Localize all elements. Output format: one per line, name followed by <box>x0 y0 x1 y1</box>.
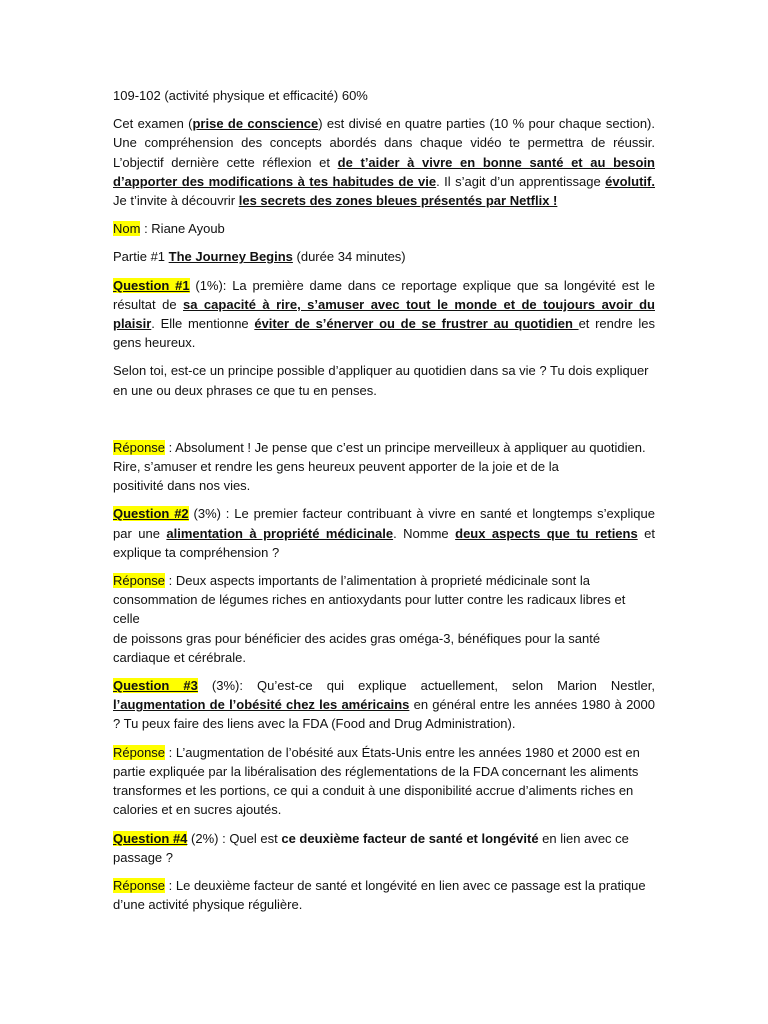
question-label: Question #1 <box>113 277 190 293</box>
question-text: en lien avec ce passage ? <box>113 830 629 865</box>
part-duration: (durée 34 minutes) <box>292 249 406 265</box>
name-value: : Riane Ayoub <box>140 221 225 237</box>
question-emphasis: deux aspects que tu retiens <box>455 525 638 541</box>
answer-label: Réponse <box>113 877 166 893</box>
answer-line: : Absolument ! Je pense que c’est un principe merveilleux à appliquer au quotidien. <box>165 439 646 455</box>
question-2 <box>113 504 655 562</box>
intro-text: . Il s’agit d’un apprentissage <box>436 173 606 189</box>
question-text: . Elle mentionne <box>151 316 255 332</box>
part-title: The Journey Begins <box>168 249 293 265</box>
question-text: (1%): La première dame dans ce reportage explique que sa longévité est le résultat de <box>113 277 655 312</box>
blank-space <box>113 409 655 438</box>
part-heading <box>113 247 655 266</box>
question-3 <box>113 676 655 734</box>
question-emphasis: sa capacité à rire, s’amuser avec tout le monde et de toujours avoir du plaisir <box>113 296 655 332</box>
document-title <box>113 86 655 105</box>
question-text: (2%) : Quel est <box>187 830 282 846</box>
answer-4 <box>113 876 655 914</box>
answer-line: partie expliquée par la libéralisation des réglementations de la FDA concernant les aliments <box>113 763 639 779</box>
answer-3 <box>113 743 655 820</box>
question-label: Question #4 <box>113 830 188 846</box>
question-text: en général entre les années 1980 à 2000 ? Tu peux faire des liens avec la FDA (Food and Drug Administration). <box>113 697 655 732</box>
intro-emphasis: de t’aider à vivre en bonne santé et au besoin d’apporter des modifications à tes habitudes de vie <box>113 154 655 189</box>
answer-line: : Deux aspects importants de l’alimentation à proprieté médicinale sont la <box>165 573 590 589</box>
question-1-followup <box>113 361 655 399</box>
intro-emphasis: prise de conscience <box>192 116 319 132</box>
question-emphasis: ce deuxième facteur de santé et longévité <box>281 830 539 846</box>
answer-label: Réponse <box>113 573 166 589</box>
question-1 <box>113 276 655 353</box>
question-text: et rendre les gens heureux. <box>113 316 655 351</box>
answer-1 <box>113 438 655 496</box>
question-emphasis: éviter de s’énerver ou de se frustrer au quotidien <box>254 316 579 332</box>
question-text: (3%) : Le premier facteur contribuant à vivre en santé et longtemps s’explique par une <box>113 506 655 541</box>
answer-line: de poissons gras pour bénéficier des acides gras oméga-3, bénéfiques pour la santé <box>113 630 601 646</box>
answer-2 <box>113 571 655 667</box>
answer-line: positivité dans nos vies. <box>113 478 251 494</box>
answer-line: : L’augmentation de l’obésité aux États-Unis entre les années 1980 et 2000 est en <box>165 744 640 760</box>
question-text: Selon toi, est-ce un principe possible d’appliquer au quotidien dans sa vie ? Tu dois expliquer en une ou deux phrases ce que tu en penses. <box>113 363 649 398</box>
part-prefix: Partie #1 <box>113 249 169 265</box>
question-label: Question #2 <box>113 506 189 522</box>
document-body <box>113 86 655 923</box>
answer-line: consommation de légumes riches en antioxydants pour lutter contre les radicaux libres et celle <box>113 592 626 627</box>
question-emphasis: alimentation à propriété médicinale <box>166 525 394 541</box>
question-emphasis: l’augmentation de l’obésité chez les américains <box>113 697 410 713</box>
intro-text: Je t’invite à découvrir <box>113 193 239 209</box>
question-text: . Nomme <box>393 525 456 541</box>
answer-line: d’une activité physique régulière. <box>113 897 303 913</box>
name-line <box>113 219 655 238</box>
intro-emphasis: évolutif. <box>605 173 655 189</box>
question-4 <box>113 829 655 867</box>
answer-line: cardiaque et cérébrale. <box>113 649 246 665</box>
intro-text: ) est divisé en quatre parties (10 % pour chaque section). Une compréhension des concepts abordés dans chaque vidéo te permettra de réussir. L’objectif dernière cette réflexion et <box>113 116 655 170</box>
answer-line: : Le deuxième facteur de santé et longévité en lien avec ce passage est la pratique <box>165 877 646 893</box>
answer-line: Rire, s’amuser et rendre les gens heureux peuvent apporter de la joie et de la <box>113 459 559 475</box>
question-text: (3%): Qu’est-ce qui explique actuellement, selon Marion Nestler, <box>197 678 655 694</box>
answer-label: Réponse <box>113 439 166 455</box>
answer-label: Réponse <box>113 744 166 760</box>
answer-line: calories et en sucres ajoutés. <box>113 802 282 818</box>
intro-paragraph <box>113 114 655 210</box>
name-label: Nom <box>113 221 141 237</box>
question-text: et explique ta compréhension ? <box>113 525 656 560</box>
title-text: 109-102 (activité physique et efficacité) 60% <box>113 88 368 103</box>
intro-text: Cet examen ( <box>113 116 193 132</box>
intro-emphasis: les secrets des zones bleues présentés par Netflix ! <box>238 193 558 209</box>
question-label: Question #3 <box>113 678 198 694</box>
answer-line: transformes et les portions, ce qui a conduit à une disponibilité accrue d’aliments riches en <box>113 783 634 799</box>
